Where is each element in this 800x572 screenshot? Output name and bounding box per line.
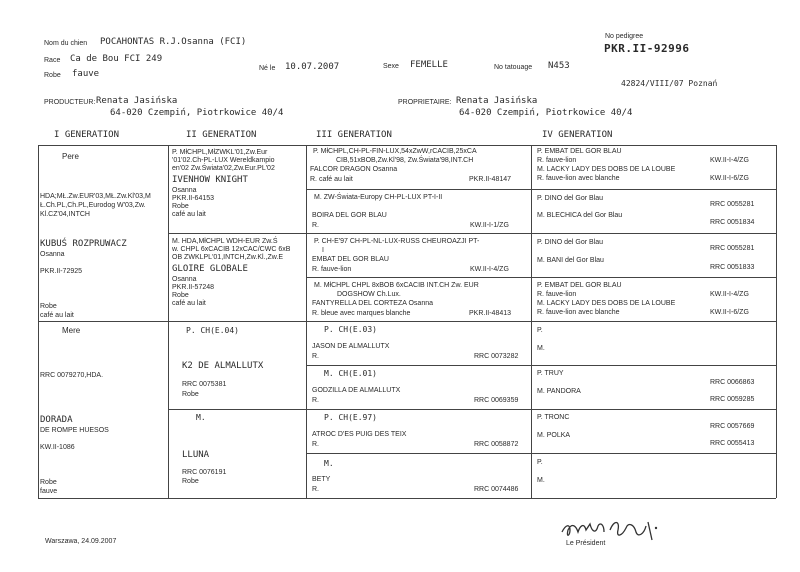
gen4-sire: P. EMBAT DEL GOR BLAU — [537, 282, 622, 289]
sire-registration: PKR.II-72925 — [40, 268, 83, 275]
gen2-robe-label: Robe — [172, 292, 189, 299]
tattoo-value: N453 — [548, 61, 570, 71]
gen2-titles: en'02 Zw.Świata'02,Zw.Eur.PL'02 — [172, 165, 275, 172]
gen2-titles: M. HDA,MłCHPL WDH-EUR Zw.Ś — [172, 238, 278, 245]
dam-registration: KW.II-1086 — [40, 444, 75, 451]
gen2-cell-1 — [172, 149, 275, 218]
gen4-dam-registration: KW.II-I-6/ZG — [710, 175, 749, 182]
gen4-dam-registration: RRC 0051834 — [710, 219, 755, 226]
producer-address: 64-020 Czempiń, Piotrkowice 40/4 — [110, 108, 284, 118]
gen3-registration: RRC 0058872 — [474, 441, 519, 448]
gen-4-header: IV GENERATION — [542, 130, 613, 140]
gen3-robe: R. — [312, 486, 319, 493]
gen4-dam: M. — [537, 477, 545, 484]
gen4-sire: P. TRONC — [537, 414, 570, 421]
gen4-dam-registration: RRC 0051833 — [710, 264, 755, 271]
gen2-dog-name: LLUNA — [182, 450, 210, 460]
birth-date: 10.07.2007 — [285, 62, 340, 72]
gen2-robe-label: Robe — [182, 478, 199, 485]
gen4-sire-robe: R. fauve-lion — [537, 157, 577, 164]
sire-robe: café au lait — [40, 312, 74, 319]
gen3-dog-name: ATROC D'ES PUIG DES TEIX — [312, 431, 407, 438]
sex-label: Sexe — [383, 63, 399, 70]
gen3-registration: KW.II-I-1/ZG — [470, 222, 509, 229]
gen3-dog-name: BETY — [312, 476, 331, 483]
gen4-dam: M. BLECHICA del Gor Blau — [537, 212, 623, 219]
gen3-robe: R. — [312, 222, 319, 229]
registration-ref: 42824/VIII/07 Poznań — [621, 79, 718, 88]
gen2-robe: café au lait — [172, 300, 206, 307]
president-label: Le Président — [566, 540, 606, 547]
gen3-robe: R. café au lait — [310, 176, 353, 183]
gen2-dog-name: GLOIRE GLOBALE — [172, 264, 248, 274]
birth-label: Né le — [259, 65, 276, 72]
gen4-dam: M. LACKY LADY DES DOBS DE LA LOUBE — [537, 300, 676, 307]
race-label: Race — [44, 57, 61, 64]
gen4-sire-registration: RRC 0066863 — [710, 379, 755, 386]
gen4-dam-robe: R. fauve-lion avec blanche — [537, 309, 620, 316]
gen4-sire-robe: R. fauve-lion — [537, 291, 577, 298]
gen3-titles: M. ZW-Świata-Europy CH-PL-LUX PT-I-II — [314, 194, 443, 201]
name-label: Nom du chien — [44, 40, 88, 47]
sire-titles-2: Ł.Ch.PL,Ch.PL,Eurodog W'03,Zw. — [40, 202, 146, 209]
dam-robe-label: Robe — [40, 479, 57, 486]
gen3-titles: M. CH(E.01) — [324, 369, 377, 378]
gen2-robe-label: Robe — [172, 203, 189, 210]
gen4-sire: P. DINO del Gor Blau — [537, 195, 604, 202]
sire-name: KUBUŚ ROZPRUWACZ — [40, 239, 127, 249]
producer-name: Renata Jasińska — [96, 96, 178, 106]
gen4-dam: M. PANDORA — [537, 388, 581, 395]
gen3-registration: PKR.II-48147 — [469, 176, 512, 183]
gen2-titles: M. — [196, 413, 206, 422]
dam-robe: fauve — [40, 488, 58, 495]
gen4-dam-registration: RRC 0059285 — [710, 396, 755, 403]
pedigree-number: PKR.II-92996 — [604, 42, 690, 55]
gen4-sire-registration: RRC 0055281 — [710, 201, 755, 208]
gen2-titles: P. MłCHPL,MłZWKL'01,Zw.Eur — [172, 149, 268, 156]
dog-name: POCAHONTAS R.J.Osanna (FCI) — [100, 37, 247, 47]
gen-2-header: II GENERATION — [186, 130, 257, 140]
gen2-registration: PKR.II-57248 — [172, 284, 215, 291]
gen2-cell-2 — [172, 238, 290, 307]
gen4-sire: P. DINO del Gor Blau — [537, 239, 604, 246]
sire-kennel: Osanna — [40, 251, 65, 258]
robe-label: Robe — [44, 72, 61, 79]
gen4-sire: P. EMBAT DEL GOR BLAU — [537, 148, 622, 155]
gen3-titles: I — [322, 247, 324, 254]
gen4-sire-registration: RRC 0057669 — [710, 423, 755, 430]
gen3-registration: PKR.II-48413 — [469, 310, 512, 317]
gen2-robe-label: Robe — [182, 391, 199, 398]
gen2-dog-name: K2 DE ALMALLUTX — [182, 361, 264, 371]
sex-value: FEMELLE — [410, 60, 448, 70]
owner-name: Renata Jasińska — [456, 96, 538, 106]
producer-label: PRODUCTEUR: — [44, 99, 96, 106]
gen3-dog-name: BOIRA DEL GOR BLAU — [312, 212, 387, 219]
robe-value: fauve — [72, 69, 100, 79]
gen2-titles: '01'02.Ch-PL-LUX Wereldkampio — [172, 157, 275, 164]
gen2-titles: P. CH(E.04) — [186, 326, 239, 335]
gen4-sire-registration: KW.II-I-4/ZG — [710, 157, 749, 164]
gen2-titles: w. CHPL 6xCACIB 12xCAC/CWC 6xB — [172, 246, 291, 253]
gen3-titles: M. — [324, 459, 334, 468]
gen2-kennel: Osanna — [172, 187, 197, 194]
tattoo-label: No tatouage — [494, 64, 533, 71]
gen3-robe: R. — [312, 397, 319, 404]
gen3-titles: P. CH(E.97) — [324, 413, 377, 422]
gen4-dam: M. POLKA — [537, 432, 571, 439]
race-value: Ca de Bou FCI 249 — [70, 54, 163, 64]
gen4-dam: M. BANI del Gor Blau — [537, 257, 604, 264]
gen2-titles: OB ZWKLPL'01,INTCH,Zw.Kl.,Zw.E — [172, 254, 284, 261]
owner-address: 64-020 Czempiń, Piotrkowice 40/4 — [459, 108, 633, 118]
gen3-robe: R. fauve-lion — [312, 266, 352, 273]
gen-1-header: I GENERATION — [54, 130, 120, 140]
gen3-dog-name: FALCOR DRAGON Osanna — [310, 166, 398, 173]
gen4-sire: P. TRUY — [537, 370, 564, 377]
sire-titles-3: Kl.CZ'04,INTCH — [40, 211, 90, 218]
gen2-kennel: Osanna — [172, 276, 197, 283]
gen4-dam-registration: RRC 0055413 — [710, 440, 755, 447]
gen2-registration: RRC 0076191 — [182, 469, 227, 476]
gen3-titles: P. CH-E'97 CH-PL-NL-LUX-RUSS CHEUROAZJI PT- — [314, 238, 480, 245]
gen2-registration: PKR.II-64153 — [172, 195, 215, 202]
gen3-titles: P. MłCHPL,CH-PL-FIN-LUX,54xZwW,rCACIB,25xCA — [313, 148, 477, 155]
dam-registration-top: RRC 0079270,HDA. — [40, 372, 104, 379]
gen4-sire-registration: KW.II-I-4/ZG — [710, 291, 749, 298]
gen3-robe: R. — [312, 441, 319, 448]
dam-kennel: DE ROMPE HUESOS — [40, 427, 109, 434]
gen2-registration: RRC 0075381 — [182, 381, 227, 388]
gen3-registration: RRC 0069359 — [474, 397, 519, 404]
owner-label: PROPRIETAIRE: — [398, 99, 452, 106]
gen3-robe: R. — [312, 353, 319, 360]
sire-label: Pere — [62, 152, 79, 161]
gen4-sire: P. — [537, 459, 543, 466]
gen-3-header: III GENERATION — [316, 130, 392, 140]
gen4-dam-robe: R. fauve-lion avec blanche — [537, 175, 620, 182]
gen4-sire-registration: RRC 0055281 — [710, 245, 755, 252]
gen4-sire: P. — [537, 327, 543, 334]
gen3-titles: P. CH(E.03) — [324, 325, 377, 334]
gen4-dam: M. — [537, 345, 545, 352]
gen3-registration: RRC 0073282 — [474, 353, 519, 360]
gen3-dog-name: JASON DE ALMALLUTX — [312, 343, 390, 350]
sire-titles-1: HDA;MŁ.Zw.EUR'03,MŁ.Zw.Kl'03,M — [40, 193, 151, 200]
gen3-dog-name: EMBAT DEL GOR BLAU — [312, 256, 389, 263]
gen2-robe: café au lait — [172, 211, 206, 218]
gen3-dog-name: FANTYRELLA DEL CORTEZA Osanna — [312, 300, 433, 307]
gen2-dog-name: IVENHOW KNIGHT — [172, 175, 248, 185]
gen3-dog-name: GODZILLA DE ALMALLUTX — [312, 387, 401, 394]
sire-robe-label: Robe — [40, 303, 57, 310]
gen4-dam-registration: KW.II-I-6/ZG — [710, 309, 749, 316]
pedigree-label: No pedigree — [605, 33, 644, 40]
gen3-titles: DOGSHOW Ch.Lux. — [337, 291, 401, 298]
gen3-titles: CIB,51xBOB,Zw.Kl'98, Zw.Świata'98,INT.CH — [336, 157, 474, 164]
gen3-registration: RRC 0074486 — [474, 486, 519, 493]
dam-label: Mere — [62, 326, 81, 335]
dam-name: DORADA — [40, 415, 73, 425]
gen3-titles: M. MłCHPL CHPL 8xBOB 6xCACIB INT.CH Zw. EUR — [314, 282, 479, 289]
gen3-registration: KW.II-I-4/ZG — [470, 266, 509, 273]
gen3-robe: R. bleue avec marques blanche — [312, 310, 411, 317]
place-date: Warszawa, 24.09.2007 — [45, 538, 117, 545]
gen4-dam: M. LACKY LADY DES DOBS DE LA LOUBE — [537, 166, 676, 173]
